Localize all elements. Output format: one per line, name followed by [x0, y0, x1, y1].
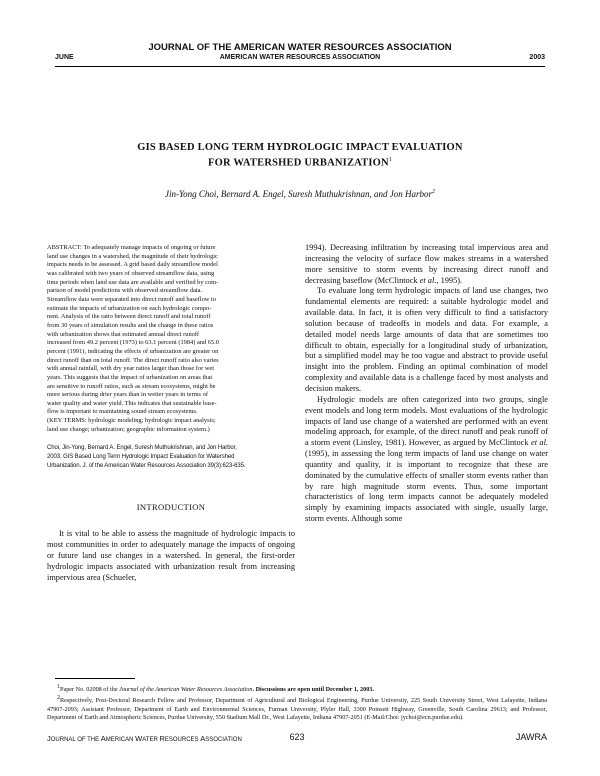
footer-cap: A	[100, 734, 106, 743]
abstract-line: water quality and water yield. This indicates that sustainable base-	[47, 399, 217, 407]
p1-text-end: ., 1995).	[434, 275, 463, 285]
title-line-2-text: FOR WATERSHED URBANIZATION	[207, 157, 389, 169]
paper-title	[55, 141, 545, 170]
citation-line: 2003. GIS Based Long Term Hydrologic Impact Evaluation for Watershed	[47, 454, 235, 461]
header-rule	[55, 66, 545, 67]
footnotes	[47, 683, 547, 723]
citation-line: Urbanization. J. of the American Water Resources Association 39(3):623-635.	[47, 462, 246, 469]
abstract-line: direct runoff than on total runoff. The direct runoff ratio also varies	[47, 356, 219, 364]
issue-month: JUNE	[55, 54, 74, 61]
abstract-line: nent. Analysis of the ratio between direct runoff and total runoff	[47, 313, 211, 321]
p1-etal: et al	[419, 275, 435, 285]
right-paragraph-1	[305, 243, 548, 286]
abstract-line: increased from 49.2 percent (1973) to 63.1 percent (1984) and 65.0	[47, 339, 219, 347]
left-column	[47, 244, 295, 583]
footer-sc: ESOURCES	[164, 737, 201, 743]
title-line-2	[55, 154, 545, 170]
footer-sc: OURNAL OF THE	[50, 737, 101, 743]
right-paragraph-2: To evaluate long term hydrologic impacts of land use changes, two fundamental elements are required: a suitable hydrologic model and available data. In fact, it is often very difficult to find a satisfactory solution because of tradeoffs in models and data. For example, a detailed model needs large amounts of data that are sometimes too difficult to obtain, especially for a longitudinal study of urbanization, but a simplified model may be too vague and abstract to provide useful insight into the problem. Finding an optimal combination of model complexity and available data is a challenge faced by most analysts and decision makers.	[305, 286, 548, 393]
abstract	[47, 244, 295, 434]
journal-abbreviation: JAWRA	[515, 732, 547, 742]
p1-text: 1994). Decreasing infiltration by increasing total impervious area and increasing the velocity of surface flow makes streams in a watershed more sensitive to storm events by increasing direct runoff and decreasing baseflow (McClintock	[305, 243, 548, 285]
abstract-line: parison of model predictions with observed streamflow data.	[47, 287, 203, 295]
key-terms-line: (KEY TERMS: hydrologic modeling; hydrologic impact analysis;	[47, 417, 216, 425]
abstract-line: estimate the impacts of urbanization on each hydrologic compo-	[47, 304, 212, 312]
abstract-line: percent (1991), indicating the effects of urbanization are greater on	[47, 347, 219, 355]
association-name: AMERICAN WATER RESOURCES ASSOCIATION	[219, 54, 381, 61]
footer-sc: MERICAN	[105, 737, 136, 743]
key-terms-line: land use change; urbanization; geographic information system.)	[47, 425, 210, 433]
title-line-1: GIS BASED LONG TERM HYDROLOGIC IMPACT EVALUATION	[137, 142, 463, 153]
abstract-line: from 30 years of simulation results and the change in these ratios	[47, 321, 214, 329]
footnote-1-text: Paper No. 02008 of the	[60, 686, 120, 694]
footnote-1-discussion: . Discussions are open until December 1, 2003.	[252, 686, 374, 694]
footer-cap: J	[47, 734, 51, 743]
citation	[47, 444, 295, 470]
author-footnote-marker: 2	[432, 189, 436, 195]
abstract-line: with urbanization shows that estimated annual direct runoff	[47, 330, 199, 338]
p3-etal: et al.	[530, 438, 549, 448]
footnote-2	[47, 694, 547, 722]
footnote-1-journal: Journal of the American Water Resources Association	[119, 686, 253, 694]
footer-cap: W	[135, 734, 143, 743]
footer-sc: SSOCIATION	[205, 737, 242, 743]
page-number: 623	[289, 732, 305, 742]
abstract-line: impacts needs to be assessed. A grid based daily streamflow model	[47, 261, 218, 269]
right-column	[305, 243, 548, 525]
abstract-line: years. This suggests that the impact of urbanization on areas that	[47, 373, 213, 381]
abstract-line: time periods when land use data are available and verified by com-	[47, 278, 219, 286]
author-list: Jin-Yong Choi, Bernard A. Engel, Suresh Muthukrishnan, and Jon Harbor	[164, 189, 433, 199]
abstract-line: are sensitive to runoff ratios, such as stream ecosystems, might be	[47, 382, 216, 390]
footnote-2-text: Respectively, Post-Doctoral Research Fellow and Professor, Department of Agricultural and Biological Engineering, Purdue University, 225 South University Street, West Lafayette, Indiana 47907-2093; Assistant Professor, Department of Earth and Environmental Sciences, Furman University, Plyler Hall, 3300 Poinsett Highway, Greenville, South Carolina 29613; and Professor, Department of Earth and Atmospheric Sciences, Purdue University, 550 Stadium Mall Dr., West Lafayette, Indiana 47907-2051 (E-Mail/Choi: jychoi@ecn.purdue.edu).	[47, 697, 547, 722]
right-paragraph-3	[305, 395, 548, 525]
intro-paragraph: It is vital to be able to assess the magnitude of hydrologic impacts to most communities in order to adequately manage the impacts of ongoing or future land use changes in a watershed. In general, the first-order hydrologic impacts associated with urbanization result from increasing impervious area (Schueler,	[47, 529, 295, 582]
title-footnote-marker: 1	[388, 157, 393, 163]
p3-text-end: (1995), in assessing the long term impacts of land use change on water quantity and quality, it is important to recognize that these are dominated by the cumulative effects of smaller storm events rather than by rare high magnitude storm events. Thus, some important characteristics of long term impacts cannot be adequately modeled simply by examining impacts associated with single, usually large, storm events. Although some	[305, 449, 548, 524]
footnote-1-marker: 1	[57, 684, 60, 690]
section-heading-introduction: INTRODUCTION	[136, 502, 206, 513]
footer-cap: A	[200, 734, 206, 743]
journal-header: JOURNAL OF THE AMERICAN WATER RESOURCES ASSOCIATION	[148, 42, 452, 53]
footer-cap: R	[159, 734, 165, 743]
abstract-line: flow is important to maintaining sound stream ecosystems.	[47, 408, 198, 416]
abstract-line: more serious during drier years than in wetter years in terms of	[47, 391, 208, 399]
footnote-2-marker: 2	[57, 695, 60, 702]
p3-text: Hydrologic models are often categorized into two groups, single event models and long term models. Most evaluations of the hydrologic impacts of land use change of a watershed are performed with an event modeling approach, for example, of the direct runoff and peak runoff of a storm event (Linsley, 1981). However, as argued by McClintock	[305, 394, 548, 448]
page-footer	[47, 731, 547, 747]
abstract-line: land use changes in a watershed, the magnitude of their hydrologic	[47, 252, 218, 260]
authors	[55, 189, 545, 199]
citation-line: Choi, Jin-Yong, Bernard A. Engel, Suresh Muthukrishnan, and Jon Harbor,	[47, 445, 237, 452]
abstract-line: with annual rainfall, with dry year ratios larger than those for wet	[47, 365, 215, 373]
issue-year: 2003	[529, 54, 545, 61]
abstract-line: was calibrated with two years of observed streamflow data, using	[47, 269, 215, 277]
footer-sc: ATER	[142, 737, 160, 743]
abstract-line: ABSTRACT: To adequately manage impacts of ongoing or future	[47, 244, 216, 251]
footnote-rule	[55, 678, 135, 679]
abstract-line: Streamflow data were separated into direct runoff and baseflow to	[47, 295, 216, 303]
footnote-1	[47, 683, 547, 694]
